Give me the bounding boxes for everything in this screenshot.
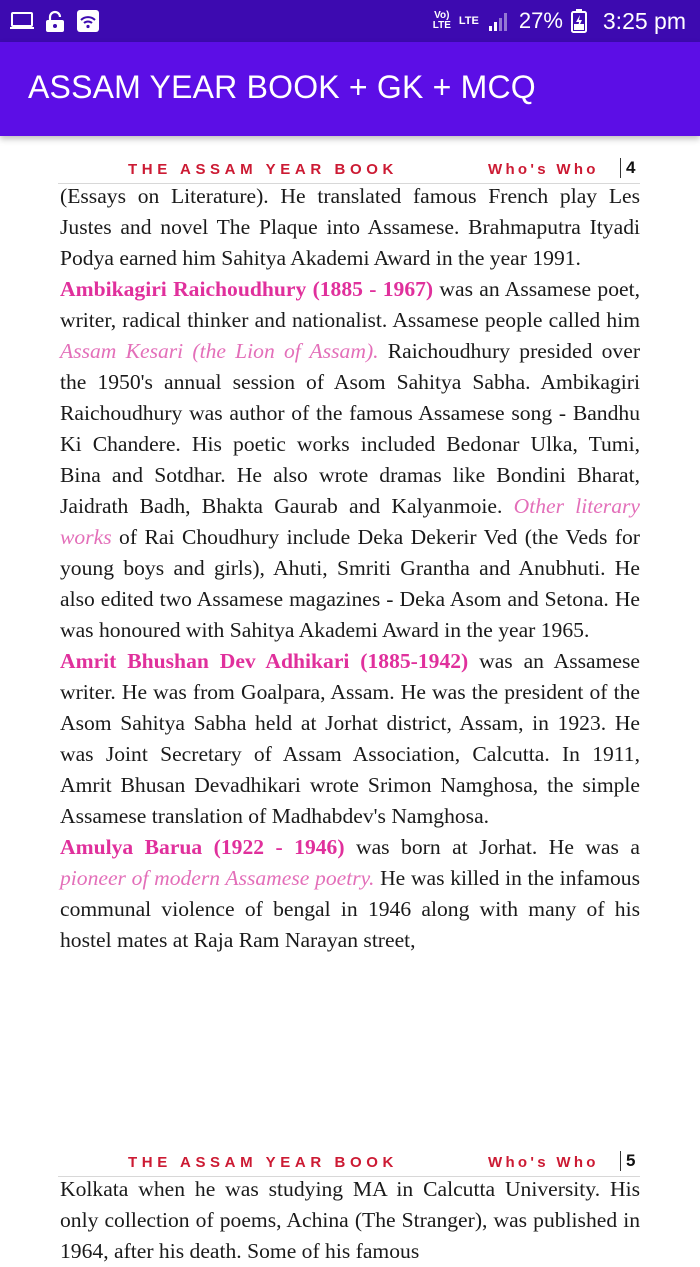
- page-body: [60, 181, 640, 956]
- person-name: Ambikagiri Raichoudhury (1885 - 1967): [60, 277, 434, 301]
- app-title: ASSAM YEAR BOOK + GK + MCQ: [28, 69, 536, 105]
- paragraph: (Essays on Literature). He translated famous French play Les Justes and novel The Plaque into Assamese. Brahmaputra Ityadi Podya earned him Sahitya Akademi Award in the year 1991.: [60, 184, 640, 270]
- running-head-book-title: THE ASSAM YEAR BOOK: [128, 161, 398, 178]
- paragraph: Kolkata when he was studying MA in Calcutta University. His only collection of poems, Achina (The Stranger), was published in 1964, after his death. Some of his famous: [60, 1177, 640, 1263]
- wifi-icon: [76, 9, 100, 33]
- battery-percent: 27%: [518, 8, 563, 33]
- signal-icon: [487, 9, 511, 33]
- app-bar: [0, 42, 700, 136]
- highlighted-phrase: Assam Kesari (the Lion of Assam).: [60, 339, 379, 363]
- clock: 3:25 pm: [602, 7, 686, 34]
- highlighted-phrase: Other literary works: [60, 494, 640, 549]
- running-head-book-title: THE ASSAM YEAR BOOK: [128, 1154, 398, 1171]
- running-head-section: Who's Who: [488, 1154, 599, 1171]
- running-head-section: Who's Who: [488, 161, 599, 178]
- paragraph: Ambikagiri Raichoudhury (1885 - 1967) was an Assamese poet, writer, radical thinker and nationalist. Assamese people called him Assam Kesari (the Lion of Assam). Raichoudhury presided over the 1950's annual session of Asom Sahitya Sabha. Ambikagiri Raichoudhury was author of the famous Assamese song - Bandhu Ki Chandere. His poetic works included Bedonar Ulka, Tumi, Bina and Sotdhar. He also wrote dramas like Bondini Bharat, Jaidrath Badh, Bhakta Gaurab and Kalyanmoie. Other literary works of Rai Choudhury include Deka Dekerir Ved (the Veds for young boys and girls), Ahuti, Smriti Grantha and Anubhuti. He also edited two Assamese magazines - Deka Asom and Setona. He was honoured with Sahitya Akademi Award in the year 1965.: [60, 277, 641, 642]
- status-bar: [0, 0, 700, 42]
- person-name: Amulya Barua (1922 - 1946): [60, 835, 345, 859]
- page-number: 5: [620, 1151, 635, 1171]
- screen-icon: [10, 9, 34, 33]
- highlighted-phrase: pioneer of modern Assamese poetry.: [60, 866, 375, 890]
- person-name: Amrit Bhushan Dev Adhikari (1885-1942): [60, 649, 469, 673]
- paragraph: Amrit Bhushan Dev Adhikari (1885-1942) was an Assamese writer. He was from Goalpara, Assam. He was the president of the Asom Sahitya Sabha held at Jorhat district, Assam, in 1923. He was Joint Secretary of Assam Association, Calcutta. In 1911, Amrit Bhusan Devadhikari wrote Srimon Namghosa, the simple Assamese translation of Madhabdev's Namghosa.: [60, 649, 641, 828]
- book-content-scroll[interactable]: [0, 136, 700, 1263]
- paragraph: Amulya Barua (1922 - 1946) was born at Jorhat. He was a pioneer of modern Assamese poetry. He was killed in the infamous communal violence of bengal in 1946 along with many of his hostel mates at Raja Ram Narayan street,: [60, 835, 640, 952]
- page-body: [60, 1174, 640, 1267]
- page-number: 4: [620, 158, 635, 178]
- battery-icon: [571, 9, 595, 33]
- notification-icons: [10, 8, 100, 34]
- volte-indicator: Vo) LTE: [432, 10, 451, 31]
- lock-icon: [43, 9, 67, 33]
- system-indicators: [433, 6, 686, 36]
- lte-indicator: LTE: [458, 14, 479, 27]
